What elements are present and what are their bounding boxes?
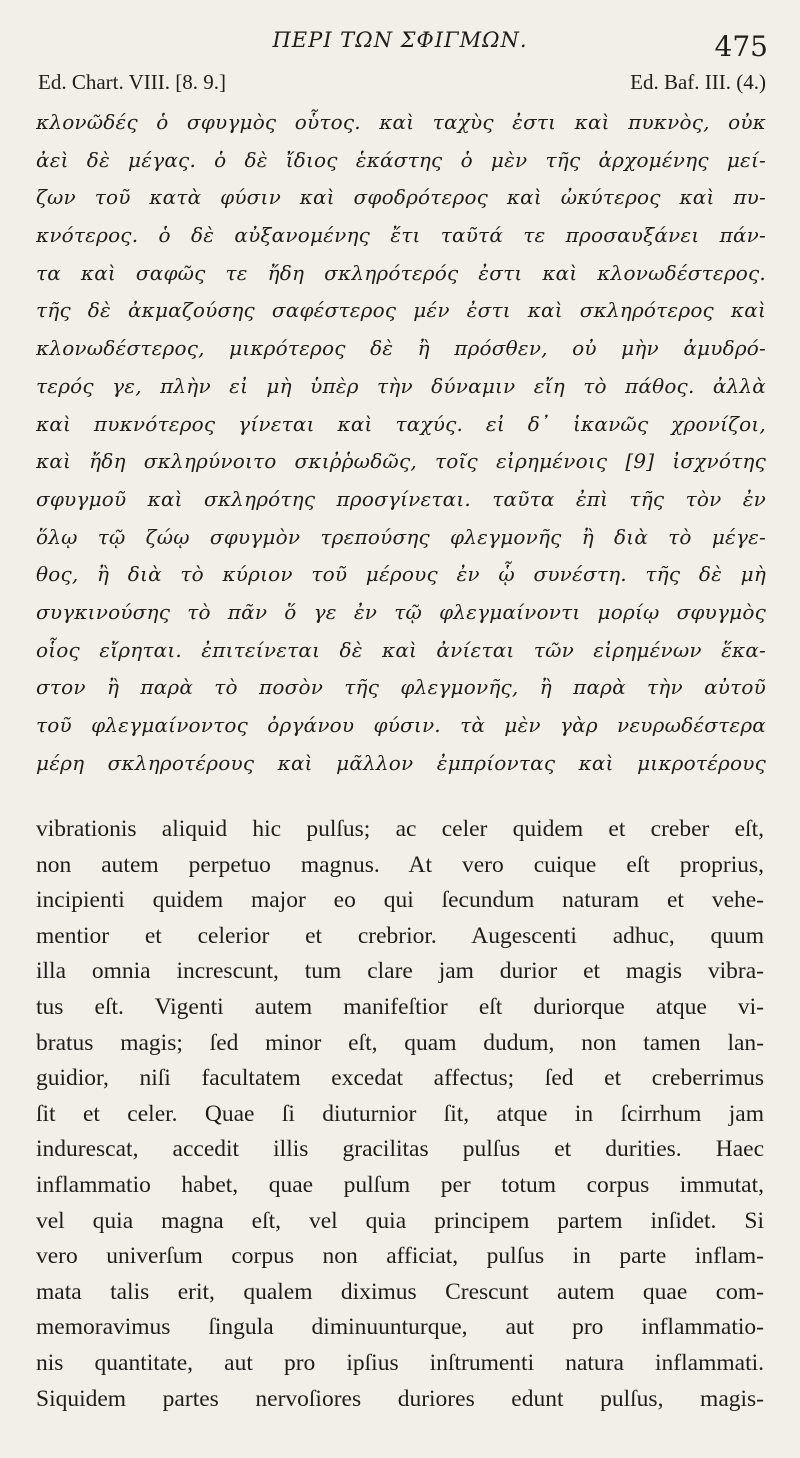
greek-line: οἷος εἴρηται. ἐπιτείνεται δὲ καὶ ἀνίεται τῶν εἰρημένων ἕκα- — [36, 637, 766, 662]
latin-line: vel quia magna eſt, vel quia principem partem inſidet. Si — [36, 1207, 764, 1234]
greek-line: μέρη σκληροτέρους καὶ μᾶλλον ἐμπρίοντας καὶ μικροτέρους — [36, 750, 766, 775]
greek-line: θος, ἢ διὰ τὸ κύριον τοῦ μέρους ἐν ᾧ συνέστη. τῆς δὲ μὴ — [36, 562, 766, 587]
greek-line: ζων τοῦ κατὰ φύσιν καὶ σφοδρότερος καὶ ὠκύτερος καὶ πυ- — [36, 185, 766, 210]
greek-line: κλονωδέστερος, μικρότερος δὲ ἢ πρόσθεν, οὐ μὴν ἀμυδρό- — [36, 336, 766, 361]
latin-line: inflammatio habet, quae pulſum per totum corpus immutat, — [36, 1171, 764, 1198]
edition-reference-right: Ed. Baf. III. (4.) — [630, 70, 766, 94]
latin-line: mata talis erit, qualem diximus Crescunt autem quae com- — [36, 1278, 764, 1305]
latin-line: vero univerſum corpus non afficiat, pulſus in parte inflam- — [36, 1243, 764, 1270]
greek-line: κνότερος. ὁ δὲ αὐξανομένης ἔτι ταῦτά τε προσαυξάνει πάν- — [36, 223, 766, 248]
latin-line: vibrationis aliquid hic pulſus; ac celer quidem et creber eſt, — [36, 816, 764, 842]
latin-line: bratus magis; ſed minor eſt, quam dudum, non tamen lan- — [36, 1029, 764, 1056]
running-title: ΠΕΡΙ ΤΩΝ ΣΦΙΓΜΩΝ. — [272, 28, 528, 52]
greek-line: καὶ ἤδη σκληρύνοιτο σκιῤῥωδῶς, τοῖς εἰρημένοις [9] ἰσχνότης — [36, 449, 766, 474]
greek-line: τα καὶ σαφῶς τε ἤδη σκληρότερός ἐστι καὶ κλονωδέστερος. — [36, 260, 766, 285]
page-number: 475 — [714, 30, 768, 63]
latin-line: illa omnia increscunt, tum clare jam durior et magis vibra- — [36, 958, 764, 985]
greek-line: τῆς δὲ ἀκμαζούσης σαφέστερος μέν ἐστι καὶ σκληρότερος καὶ — [36, 298, 766, 323]
greek-line: τερός γε, πλὴν εἰ μὴ ὑπὲρ τὴν δύναμιν εἴη τὸ πάθος. ἀλλὰ — [36, 373, 766, 398]
greek-line: τοῦ φλεγμαίνοντος ὀργάνου φύσιν. τὰ μὲν γὰρ νευρωδέστερα — [36, 713, 766, 737]
greek-line: κλονῶδές ὁ σφυγμὸς οὗτος. καὶ ταχὺς ἐστι καὶ πυκνὸς, οὐκ — [36, 110, 766, 134]
greek-line: ἀεὶ δὲ μέγας. ὁ δὲ ἴδιος ἑκάστης ὁ μὲν τῆς ἀρχομένης μεί- — [36, 147, 766, 172]
latin-line: tus eſt. Vigenti autem manifeſtior eſt duriorque atque vi- — [36, 993, 764, 1020]
latin-line: Siquidem partes nervoſiores duriores edunt pulſus, magis- — [36, 1385, 764, 1412]
greek-line: στον ἢ παρὰ τὸ ποσὸν τῆς φλεγμονῆς, ἢ παρὰ τὴν αὐτοῦ — [36, 675, 766, 700]
greek-line: συγκινούσης τὸ πᾶν ὅ γε ἐν τῷ φλεγμαίνοντι μορίῳ σφυγμὸς — [36, 599, 766, 624]
latin-line: memoravimus ſingula diminuunturque, aut pro inflammatio- — [36, 1314, 764, 1341]
latin-line: ſit et celer. Quae ſi diuturnior ſit, atque in ſcirrhum jam — [36, 1100, 764, 1127]
latin-line: nis quantitate, aut pro ipſius inſtrumenti natura inflammati. — [36, 1349, 764, 1376]
latin-line: non autem perpetuo magnus. At vero cuique eſt proprius, — [36, 851, 764, 878]
latin-text-block — [36, 812, 764, 1417]
latin-line: indurescat, accedit illis gracilitas pulſus et durities. Haec — [36, 1136, 764, 1163]
latin-line: mentior et celerior et crebrior. Augescenti adhuc, quum — [36, 922, 764, 949]
greek-line: καὶ πυκνότερος γίνεται καὶ ταχύς. εἰ δ᾽ ἱκανῶς χρονίζοι, — [36, 411, 766, 436]
greek-text-block — [36, 104, 766, 782]
greek-line: ὅλῳ τῷ ζώῳ σφυγμὸν τρεπούσης φλεγμονῆς ἢ διὰ τὸ μέγε- — [36, 524, 766, 549]
edition-reference-left: Ed. Chart. VIII. [8. 9.] — [38, 70, 226, 94]
greek-line: σφυγμοῦ καὶ σκληρότης προσγίνεται. ταῦτα ἐπὶ τῆς τὸν ἐν — [36, 486, 766, 511]
latin-line: guidior, niſi facultatem excedat affectus; ſed et creberrimus — [36, 1065, 764, 1092]
latin-line: incipienti quidem major eo qui ſecundum naturam et vehe- — [36, 887, 764, 914]
